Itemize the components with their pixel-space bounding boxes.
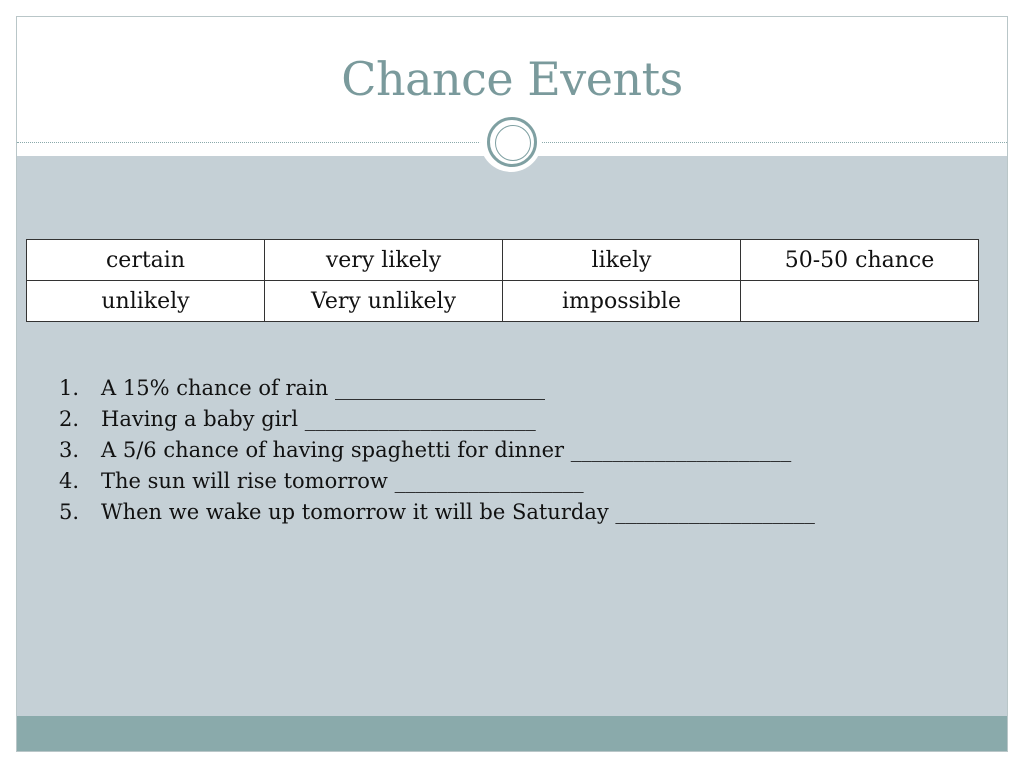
list-item-text: When we wake up tomorrow it will be Saturday ___________________: [101, 500, 815, 524]
list-item-number: 3.: [59, 438, 80, 462]
probability-words-table: [26, 239, 979, 322]
list-item: [59, 497, 815, 528]
list-item-text: The sun will rise tomorrow __________________: [101, 469, 584, 493]
circle-ornament-icon: [480, 110, 542, 172]
question-list: [59, 373, 815, 528]
footer-bar: [17, 716, 1007, 751]
slide-title: Chance Events: [341, 52, 683, 106]
table-cell: certain: [27, 240, 265, 281]
table-cell: likely: [503, 240, 741, 281]
list-item-number: 1.: [59, 376, 80, 400]
table-row: [27, 281, 979, 322]
list-item: [59, 373, 815, 404]
table-row: [27, 240, 979, 281]
table-cell: 50-50 chance: [741, 240, 979, 281]
table-cell: impossible: [503, 281, 741, 322]
list-item-number: 5.: [59, 500, 80, 524]
list-item-number: 2.: [59, 407, 80, 431]
table-cell-empty: [741, 281, 979, 322]
list-item-text: A 15% chance of rain ____________________: [101, 376, 545, 400]
list-item-text: A 5/6 chance of having spaghetti for dinner _____________________: [101, 438, 792, 462]
table-cell: unlikely: [27, 281, 265, 322]
list-item: [59, 404, 815, 435]
slide: [16, 16, 1008, 752]
table-cell: very likely: [265, 240, 503, 281]
list-item: [59, 466, 815, 497]
table-cell: Very unlikely: [265, 281, 503, 322]
list-item: [59, 435, 815, 466]
list-item-number: 4.: [59, 469, 80, 493]
list-item-text: Having a baby girl ______________________: [101, 407, 536, 431]
